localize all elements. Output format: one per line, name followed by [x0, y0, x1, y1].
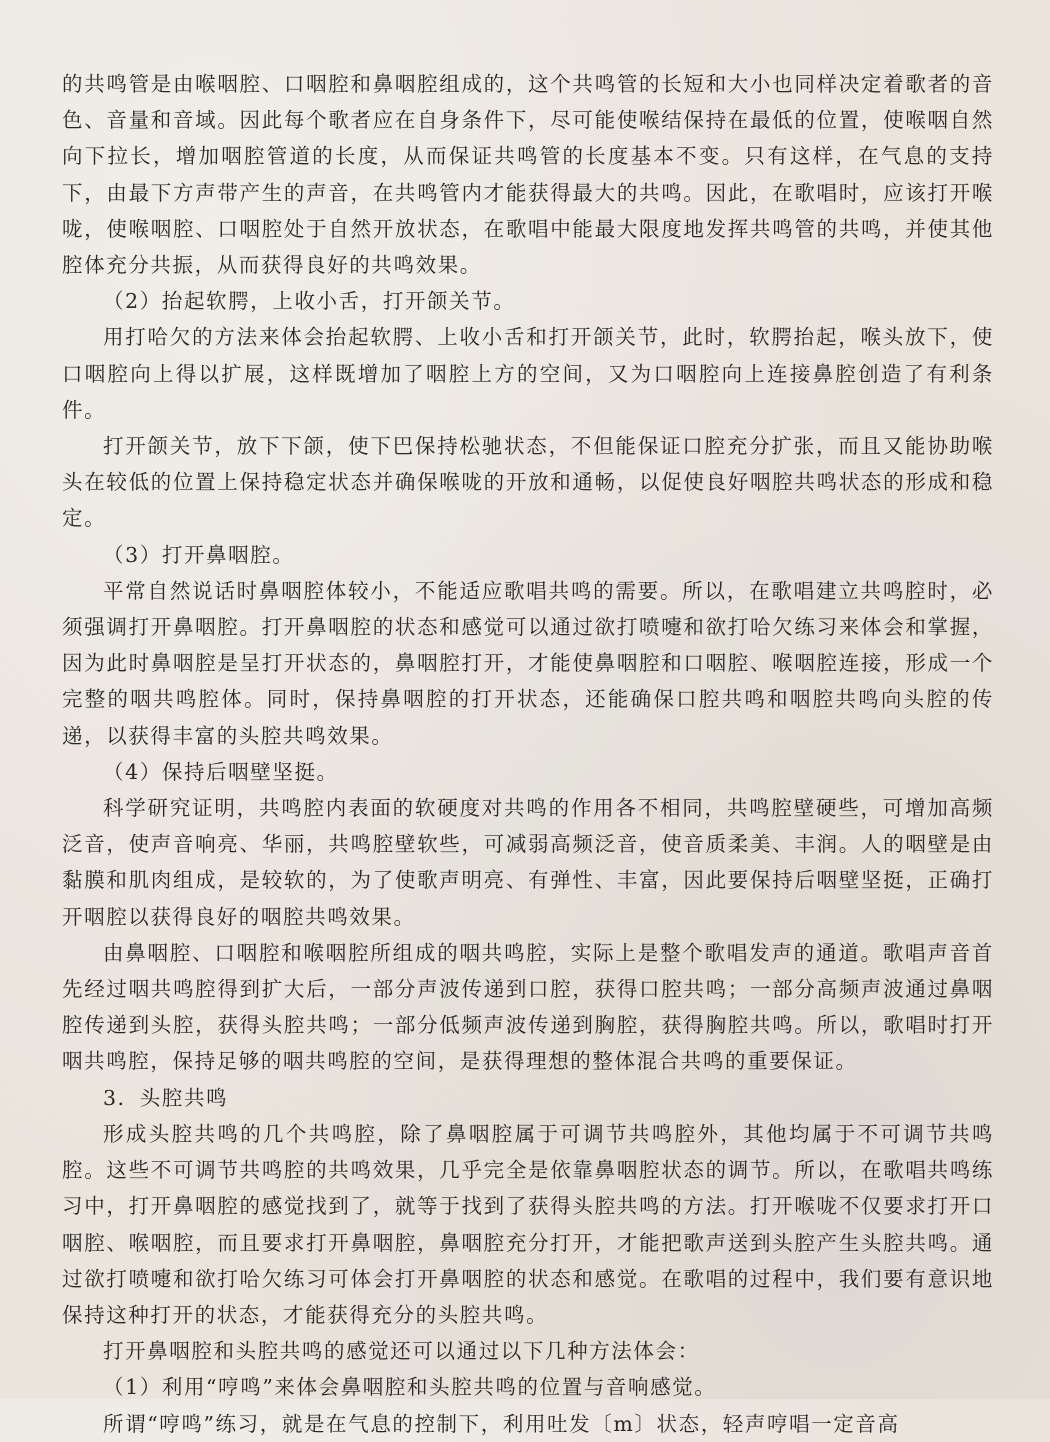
paragraph-continued: 的共鸣管是由喉咽腔、口咽腔和鼻咽腔组成的，这个共鸣管的长短和大小也同样决定着歌者的音色、音量和音域。因此每个歌者应在自身条件下，尽可能使喉结保持在最低的位置，使喉咽自然向下拉长，增加咽腔管道的长度，从而保证共鸣管的长度基本不变。只有这样，在气息的支持下，由最下方声带产生的声音，在共鸣管内才能获得最大的共鸣。因此，在歌唱时，应该打开喉咙，使喉咽腔、口咽腔处于自然开放状态，在歌唱中能最大限度地发挥共鸣管的共鸣，并使其他腔体充分共振，从而获得良好的共鸣效果。: [62, 72, 994, 278]
paragraph: 打开鼻咽腔和头腔共鸣的感觉还可以通过以下几种方法体会：: [103, 1339, 700, 1364]
subheading-4: （4）保持后咽壁坚挺。: [103, 759, 339, 784]
paragraph: 打开颌关节，放下下颌，使下巴保持松驰状态，不但能保证口腔充分扩张，而且又能协助喉头在较低的位置上保持稳定状态并确保喉咙的开放和通畅，以促使良好咽腔共鸣状态的形成和稳定。: [62, 434, 994, 531]
section-heading: 3．头腔共鸣: [103, 1085, 229, 1110]
subheading-2: （2）抬起软腭，上收小舌，打开颌关节。: [103, 289, 516, 314]
subheading-1: （1）利用“哼鸣”来体会鼻咽腔和头腔共鸣的位置与音响感觉。: [103, 1375, 717, 1400]
body-text: [62, 66, 994, 1442]
paragraph: 形成头腔共鸣的几个共鸣腔，除了鼻咽腔属于可调节共鸣腔外，其他均属于不可调节共鸣腔。这些不可调节共鸣腔的共鸣效果，几乎完全是依靠鼻咽腔状态的调节。所以，在歌唱共鸣练习中，打开鼻咽腔的感觉找到了，就等于找到了获得头腔共鸣的方法。打开喉咙不仅要求打开口咽腔、喉咽腔，而且要求打开鼻咽腔，鼻咽腔充分打开，才能把歌声送到头腔产生头腔共鸣。通过欲打喷嚏和欲打哈欠练习可体会打开鼻咽腔的状态和感觉。在歌唱的过程中，我们要有意识地保持这种打开的状态，才能获得充分的头腔共鸣。: [62, 1121, 994, 1327]
subheading-3: （3）打开鼻咽腔。: [103, 542, 295, 567]
paragraph: 用打哈欠的方法来体会抬起软腭、上收小舌和打开颌关节，此时，软腭抬起，喉头放下，使口咽腔向上得以扩展，这样既增加了咽腔上方的空间，又为口咽腔向上连接鼻腔创造了有利条件。: [62, 325, 994, 422]
paragraph: 科学研究证明，共鸣腔内表面的软硬度对共鸣的作用各不相同，共鸣腔壁硬些，可增加高频泛音，使声音响亮、华丽，共鸣腔壁软些，可减弱高频泛音，使音质柔美、丰润。人的咽壁是由黏膜和肌肉组成，是较软的，为了使歌声明亮、有弹性、丰富，因此要保持后咽壁坚挺，正确打开咽腔以获得良好的咽腔共鸣效果。: [62, 796, 994, 929]
paragraph: 平常自然说话时鼻咽腔体较小，不能适应歌唱共鸣的需要。所以，在歌唱建立共鸣腔时，必须强调打开鼻咽腔。打开鼻咽腔的状态和感觉可以通过欲打喷嚏和欲打哈欠练习来体会和掌握，因为此时鼻咽腔是呈打开状态的，鼻咽腔打开，才能使鼻咽腔和口咽腔、喉咽腔连接，形成一个完整的咽共鸣腔体。同时，保持鼻咽腔的打开状态，还能确保口腔共鸣和咽腔共鸣向头腔的传递，以获得丰富的头腔共鸣效果。: [62, 578, 994, 748]
paragraph: 由鼻咽腔、口咽腔和喉咽腔所组成的咽共鸣腔，实际上是整个歌唱发声的通道。歌唱声音首先经过咽共鸣腔得到扩大后，一部分声波传递到口腔，获得口腔共鸣；一部分高频声波通过鼻咽腔传递到头腔，获得头腔共鸣；一部分低频声波传递到胸腔，获得胸腔共鸣。所以，歌唱时打开咽共鸣腔，保持足够的咽共鸣腔的空间，是获得理想的整体混合共鸣的重要保证。: [62, 940, 994, 1074]
paragraph-truncated: 所谓“哼鸣”练习，就是在气息的控制下，利用吐发〔m〕状态，轻声哼唱一定音高: [103, 1411, 900, 1436]
